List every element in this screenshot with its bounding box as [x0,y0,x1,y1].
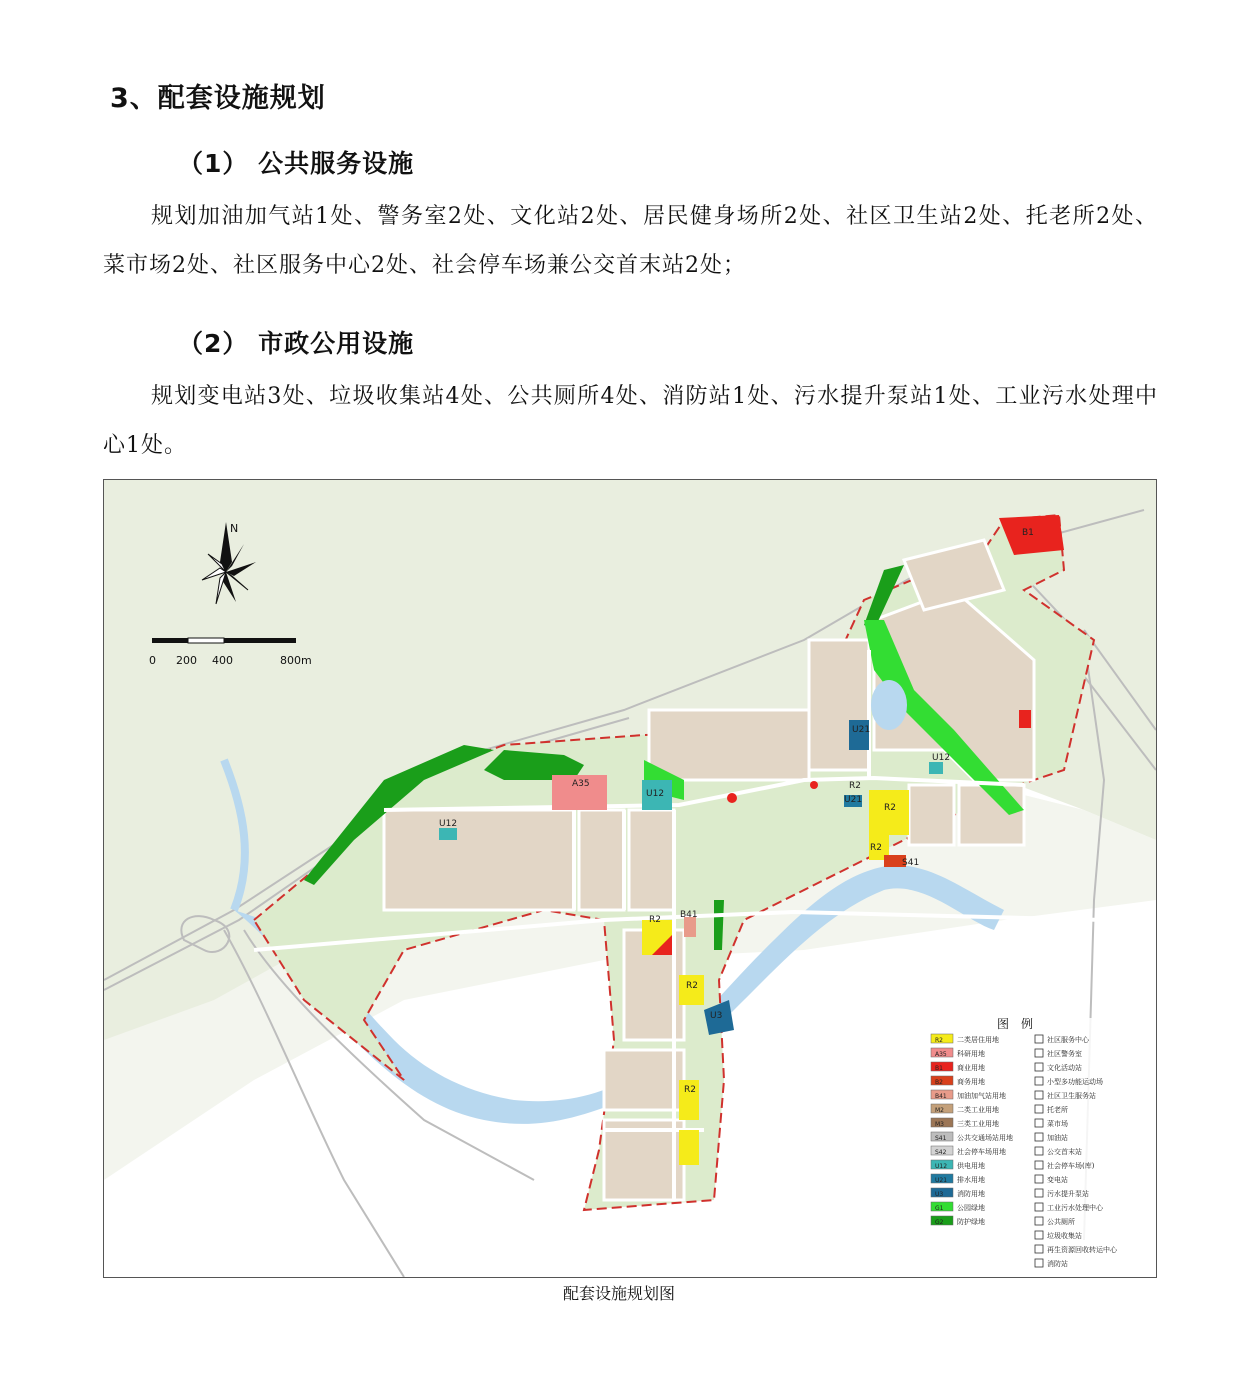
facility-symbol-icon [1035,1105,1043,1113]
scale-label: 400 [212,654,233,667]
legend-facility-name: 社区卫生服务站 [1047,1092,1096,1100]
scale-label: 800m [280,654,312,667]
legend-code: G1 [935,1205,944,1212]
legend-code: B41 [935,1093,947,1100]
legend-title: 图 例 [997,1017,1034,1031]
facility-symbol-icon [1035,1035,1043,1043]
legend-zone-name: 商业用地 [957,1064,985,1072]
facility-symbol-icon [1035,1217,1043,1225]
legend-code: R2 [935,1037,943,1044]
legend-zone-name: 加油加气站用地 [957,1092,1006,1100]
legend-facility-name: 垃圾收集站 [1047,1232,1082,1240]
legend-facility-name: 社会停车场(库) [1047,1162,1095,1170]
facility-symbol-icon [1035,1077,1043,1085]
legend-code: B1 [935,1065,943,1072]
facility-symbol-icon [1035,1259,1043,1267]
facility-symbol-icon [1035,1049,1043,1057]
legend-code: S42 [935,1149,947,1156]
map-label: U12 [646,789,665,799]
legend-code: U3 [935,1191,944,1198]
legend-zone-name: 二类居住用地 [957,1036,999,1044]
map-label: R2 [849,781,861,791]
legend-code: U12 [935,1163,948,1170]
figure-caption: 配套设施规划图 [562,1284,675,1303]
map-label: A35 [572,779,590,789]
legend-facility-name: 再生资源回收转运中心 [1047,1246,1117,1254]
map-label: S41 [902,858,920,868]
legend-zone-name: 公共交通场站用地 [957,1134,1013,1142]
legend-facility-name: 托老所 [1047,1106,1068,1114]
map-label: R2 [684,1085,696,1095]
legend-code: B2 [935,1079,943,1086]
facility-symbol-icon [1035,1245,1043,1253]
legend-facility-name: 公交首末站 [1047,1148,1082,1156]
map-label: B41 [680,910,698,920]
facility-symbol-icon [1035,1133,1043,1141]
paragraph-municipal-utilities: 规划变电站3处、垃圾收集站4处、公共厕所4处、消防站1处、污水提升泵站1处、工业污水处理中心1处。 [103,384,1158,458]
legend-facility-name: 加油站 [1047,1134,1068,1142]
facility-symbol-icon [1035,1119,1043,1127]
facility-symbol-icon [1035,1203,1043,1211]
legend-facility-name: 污水提升泵站 [1047,1190,1089,1198]
facility-symbol-icon [1035,1189,1043,1197]
subsection-heading-municipal-utilities: （2） 市政公用设施 [178,329,415,358]
north-label: N [230,522,239,535]
legend-zone-name: 二类工业用地 [957,1106,999,1114]
legend-code: M3 [935,1121,944,1128]
facility-symbol-icon [1035,1147,1043,1155]
legend-zone-name: 商务用地 [957,1078,985,1086]
legend-zone-name: 排水用地 [957,1176,985,1184]
legend-zone-name: 三类工业用地 [957,1120,999,1128]
legend-zone-name: 科研用地 [957,1050,985,1058]
subsection-heading-public-services: （1） 公共服务设施 [178,149,415,178]
map-label: R2 [870,843,882,853]
facility-symbol-icon [1035,1161,1043,1169]
facility-symbol-icon [1035,1231,1043,1239]
section-heading: 3、配套设施规划 [110,83,326,114]
legend-zone-name: 消防用地 [957,1190,985,1198]
scale-label: 200 [176,654,197,667]
legend-code: M2 [935,1107,944,1114]
legend-facility-name: 变电站 [1047,1176,1068,1184]
map-label: U21 [844,795,863,805]
map-label: U3 [710,1011,723,1021]
map-label: R2 [686,981,698,991]
legend-code: G2 [935,1219,944,1226]
legend-facility-name: 菜市场 [1047,1120,1068,1128]
legend-code: S41 [935,1135,947,1142]
legend-facility-name: 社区服务中心 [1047,1036,1089,1044]
legend-facility-name: 消防站 [1047,1260,1068,1268]
legend-zone-name: 公园绿地 [957,1204,985,1212]
legend-zone-name: 防护绿地 [957,1218,985,1226]
legend-facility-name: 社区警务室 [1047,1050,1082,1058]
legend-zone-name: 供电用地 [957,1162,985,1170]
facility-symbol-icon [1035,1063,1043,1071]
facility-symbol-icon [1035,1091,1043,1099]
map-label: U21 [852,725,871,735]
scale-label: 0 [149,654,156,667]
facility-planning-map [103,479,1157,1278]
legend-zone-name: 社会停车场用地 [957,1148,1006,1156]
legend-facility-name: 小型多功能运动场 [1047,1078,1103,1086]
map-label: B1 [1022,528,1034,538]
legend-facility-name: 公共厕所 [1047,1218,1075,1226]
lake [871,680,907,730]
paragraph-public-services: 规划加油加气站1处、警务室2处、文化站2处、居民健身场所2处、社区卫生站2处、托老所2处、菜市场2处、社区服务中心2处、社会停车场兼公交首末站2处； [103,204,1158,278]
legend-facility-name: 工业污水处理中心 [1047,1204,1103,1212]
map-label: U12 [439,819,458,829]
map-label: R2 [884,803,896,813]
legend-code: U21 [935,1177,948,1184]
legend-code: A35 [935,1051,947,1058]
map-label: U12 [932,753,951,763]
map-label: R2 [649,915,661,925]
legend-facility-name: 文化活动站 [1047,1064,1082,1072]
map-legend [929,1016,1129,1270]
facility-symbol-icon [1035,1175,1043,1183]
